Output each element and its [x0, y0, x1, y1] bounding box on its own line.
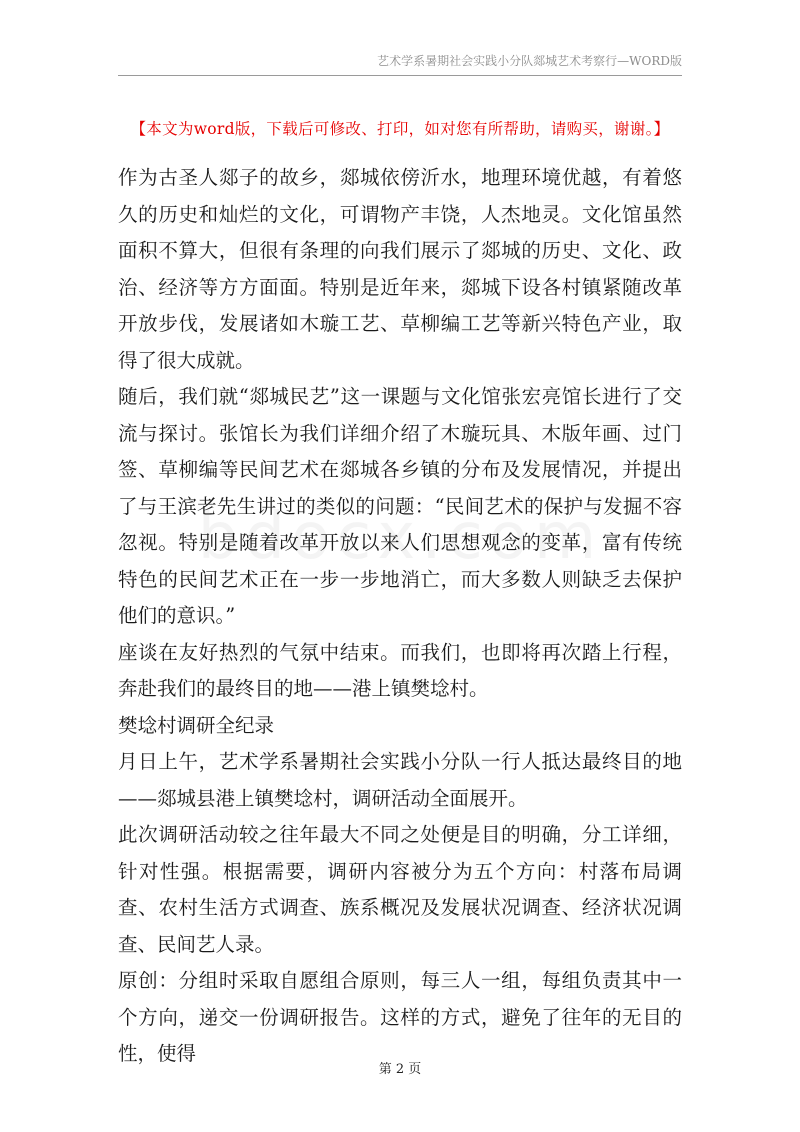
paragraph: 此次调研活动较之往年最大不同之处便是目的明确，分工详细，针对性强。根据需要，调研内容被分为五个方向：村落布局调查、农村生活方式调查、族系概况及发展状况调查、经济状况调查、民间艺人录。: [118, 823, 682, 956]
paragraph: 随后，我们就“郯城民艺”这一课题与文化馆张宏亮馆长进行了交流与探讨。张馆长为我们详细介绍了木璇玩具、木版年画、过门签、草柳编等民间艺术在郯城各乡镇的分布及发展情况，并提出了与王滨老先生讲过的类似的问题：“民间艺术的保护与发掘不容忽视。特别是随着改革开放以来人们思想观念的变革，富有传统特色的民间艺术正在一步一步地消亡，而大多数人则缺乏去保护他们的意识。”: [118, 385, 682, 627]
document-body: [118, 160, 682, 1073]
section-heading: 樊埝村调研全纪录: [118, 713, 275, 737]
paragraph: 作为古圣人郯子的故乡，郯城依傍沂水，地理环境优越，有着悠久的历史和灿烂的文化，可谓物产丰饶，人杰地灵。文化馆虽然面积不算大，但很有条理的向我们展示了郯城的历史、文化、政治、经济等方方面面。特别是近年来，郯城下设各村镇紧随改革开放步伐，发展诸如木璇工艺、草柳编工艺等新兴特色产业，取得了很大成就。: [118, 166, 682, 372]
paragraph: 月日上午，艺术学系暑期社会实践小分队一行人抵达最终目的地——郯城县港上镇樊埝村，调研活动全面展开。: [118, 750, 682, 810]
paragraph: 座谈在友好热烈的气氛中结束。而我们，也即将再次踏上行程，奔赴我们的最终目的地——港上镇樊埝村。: [118, 640, 682, 700]
paragraph: 原创：分组时采取自愿组合原则，每三人一组，每组负责其中一个方向，递交一份调研报告。这样的方式，避免了往年的无目的性，使得: [118, 969, 682, 1065]
page-number: 第 2 页: [378, 1062, 422, 1077]
page-header: 艺术学系暑期社会实践小分队郯城艺术考察行—WORD版: [118, 52, 682, 76]
download-notice: 【本文为word版，下载后可修改、打印，如对您有所帮助，请购买，谢谢。】: [130, 120, 670, 138]
